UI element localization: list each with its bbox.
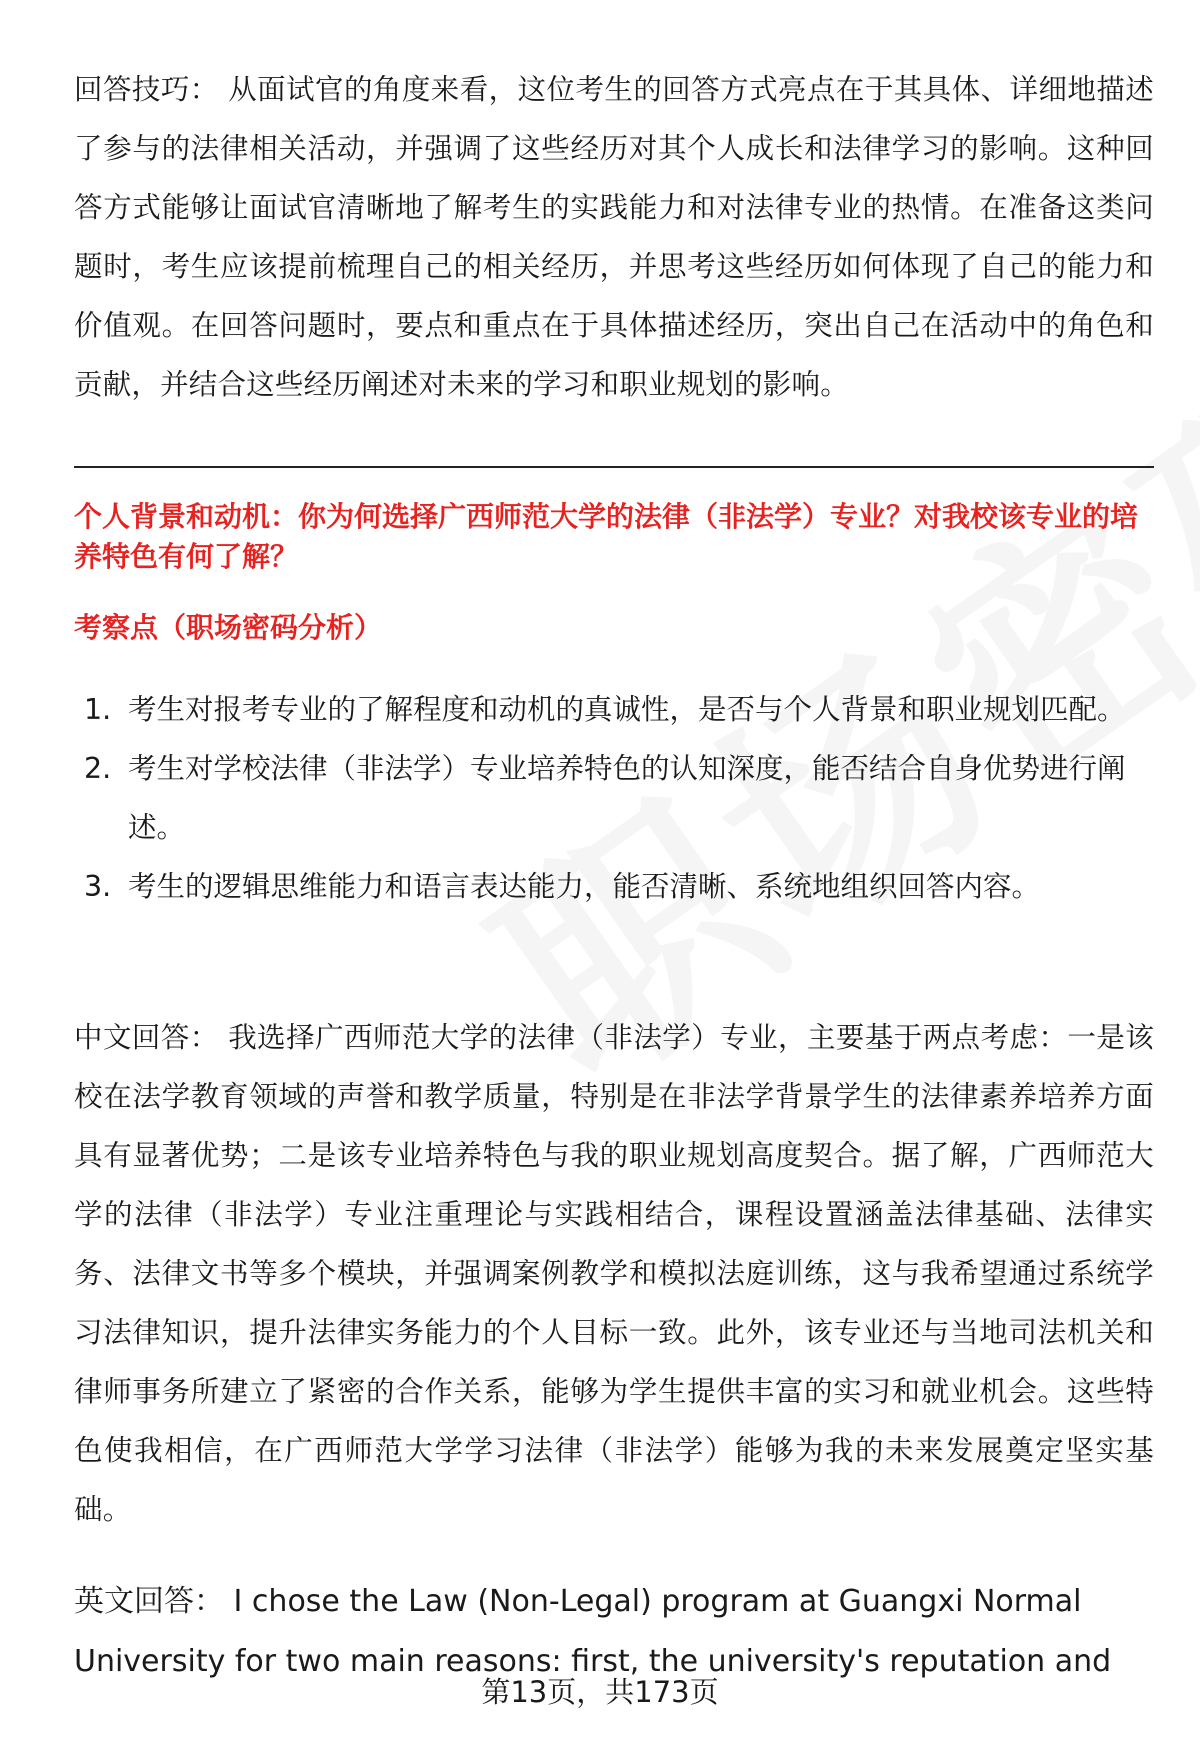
chinese-answer-paragraph (74, 1008, 1154, 1539)
english-answer-label: 英文回答： (74, 1584, 224, 1619)
assessment-point-1 (74, 680, 1154, 739)
chinese-answer-text: 我选择广西师范大学的法律（非法学）专业，主要基于两点考虑：一是该校在法学教育领域的声誉和教学质量，特别是在非法学背景学生的法律素养培养方面具有显著优势；二是该专业培养特色与我的职业规划高度契合。据了解，广西师范大学的法律（非法学）专业注重理论与实践相结合，课程设置涵盖法律基础、法律实务、法律文书等多个模块，并强调案例教学和模拟法庭训练，这与我希望通过系统学习法律知识，提升法律实务能力的个人目标一致。此外，该专业还与当地司法机关和律师事务所建立了紧密的合作关系，能够为学生提供丰富的实习和就业机会。这些特色使我相信，在广西师范大学学习法律（非法学）能够为我的未来发展奠定坚实基础。 (74, 1021, 1154, 1526)
list-number: 1. (84, 693, 112, 726)
assessment-point-3 (74, 857, 1154, 916)
english-answer-text: I chose the Law (Non-Legal) program at Guangxi Normal University for two main reasons: first, the university's reputation and (74, 1584, 1112, 1679)
answer-tips-paragraph (74, 60, 1154, 414)
list-number: 2. (84, 752, 112, 785)
answer-tips-text: 从面试官的角度来看，这位考生的回答方式亮点在于其具体、详细地描述了参与的法律相关活动，并强调了这些经历对其个人成长和法律学习的影响。这种回答方式能够让面试官清晰地了解考生的实践能力和对法律专业的热情。在准备这类问题时，考生应该提前梳理自己的相关经历，并思考这些经历如何体现了自己的能力和价值观。在回答问题时，要点和重点在于具体描述经历，突出自己在活动中的角色和贡献，并结合这些经历阐述对未来的学习和职业规划的影响。 (74, 73, 1154, 401)
page-footer: 第13页，共173页 (481, 1675, 719, 1709)
section-divider (74, 466, 1154, 468)
answer-tips-label: 回答技巧： (74, 73, 219, 106)
assessment-points-heading: 考察点（职场密码分析） (74, 611, 383, 644)
chinese-answer-label: 中文回答： (74, 1021, 219, 1054)
question-title: 个人背景和动机：你为何选择广西师范大学的法律（非法学）专业？对我校该专业的培养特色有何了解？ (74, 500, 1139, 573)
assessment-point-text: 考生对报考专业的了解程度和动机的真诚性，是否与个人背景和职业规划匹配。 (128, 693, 1126, 726)
assessment-points-list (74, 680, 1154, 916)
list-number: 3. (84, 870, 112, 903)
assessment-point-text: 考生的逻辑思维能力和语言表达能力，能否清晰、系统地组织回答内容。 (128, 870, 1041, 903)
assessment-point-text: 考生对学校法律（非法学）专业培养特色的认知深度，能否结合自身优势进行阐述。 (128, 752, 1126, 844)
assessment-point-2 (74, 739, 1154, 857)
